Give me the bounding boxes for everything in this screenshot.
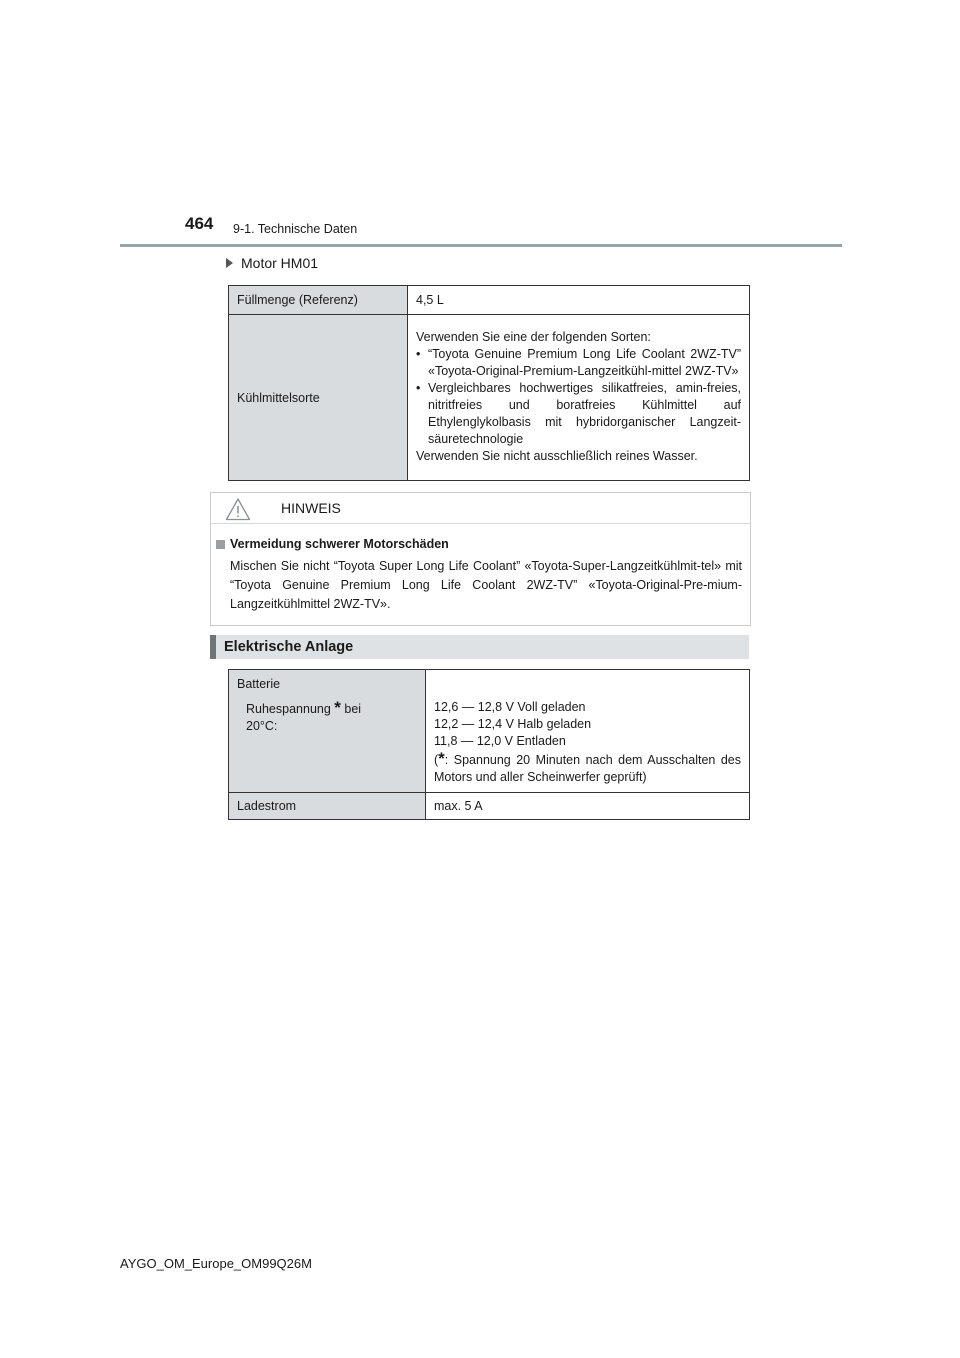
rest-voltage-label bbox=[237, 699, 417, 735]
notice-body: Mischen Sie nicht “Toyota Super Long Life Coolant” «Toyota-Super-Langzeitkühlmit-tel» mit “Toyota Genuine Premium Long Life Coolant 2WZ-TV” «Toyota-Original-Pre-mium-Langzeitkühlmittel 2WZ-TV». bbox=[230, 559, 742, 611]
section-marker bbox=[210, 635, 216, 659]
rest-voltage-text-b: bei bbox=[340, 702, 362, 716]
charge-current-key: Ladestrom bbox=[229, 793, 426, 820]
engine-subheading bbox=[226, 255, 318, 271]
engine-subheading-text: Motor HM01 bbox=[241, 255, 319, 271]
capacity-value: 4,5 L bbox=[408, 286, 750, 315]
notice-label: HINWEIS bbox=[281, 500, 341, 516]
coolant-type-value bbox=[408, 315, 750, 481]
notice-header bbox=[211, 493, 750, 524]
warning-triangle-icon bbox=[225, 497, 251, 521]
bullet-dot-icon: • bbox=[416, 346, 421, 361]
section-title: 9-1. Technische Daten bbox=[233, 222, 358, 236]
header-rule bbox=[120, 244, 842, 247]
capacity-key: Füllmenge (Referenz) bbox=[229, 286, 408, 315]
document-footer: AYGO_OM_Europe_OM99Q26M bbox=[120, 1256, 312, 1271]
section-heading-bar bbox=[210, 635, 749, 659]
table-row bbox=[229, 315, 750, 481]
square-bullet-icon bbox=[216, 540, 225, 549]
notice-box bbox=[210, 492, 751, 626]
section-heading-text: Elektrische Anlage bbox=[224, 639, 354, 655]
table-row bbox=[229, 793, 750, 820]
asterisk-footnote-mark: * bbox=[438, 749, 445, 768]
voltage-line: 12,2 — 12,4 V Halb geladen bbox=[434, 717, 592, 731]
triangle-bullet-icon bbox=[226, 258, 233, 268]
coolant-outro: Verwenden Sie nicht ausschließlich reines Wasser. bbox=[416, 448, 698, 463]
battery-key bbox=[229, 670, 426, 793]
charge-current-value: max. 5 A bbox=[426, 793, 750, 820]
page-number: 464 bbox=[185, 214, 214, 233]
coolant-table bbox=[228, 285, 750, 481]
coolant-type-key: Kühlmittelsorte bbox=[229, 315, 408, 481]
battery-label: Batterie bbox=[237, 677, 281, 691]
list-item bbox=[416, 346, 741, 380]
asterisk-footnote-mark: * bbox=[334, 698, 341, 717]
voltage-line: 11,8 — 12,0 V Entladen bbox=[434, 734, 566, 748]
table-row bbox=[229, 670, 750, 793]
rest-voltage-text: Ruhespannung bbox=[246, 702, 331, 716]
coolant-intro: Verwenden Sie eine der folgenden Sorten: bbox=[416, 329, 651, 344]
voltage-line: 12,6 — 12,8 V Voll geladen bbox=[434, 700, 586, 714]
table-row bbox=[229, 286, 750, 315]
list-item bbox=[416, 380, 741, 448]
voltage-footnote bbox=[434, 750, 741, 786]
bullet-dot-icon: • bbox=[416, 380, 421, 395]
footnote-paren: ( bbox=[434, 753, 439, 767]
electrical-table bbox=[228, 669, 750, 820]
rest-voltage-temp: 20°C: bbox=[246, 719, 278, 733]
footnote-text: : Spannung 20 Minuten nach dem Ausschalten des Motors und aller Scheinwerfer geprüft) bbox=[434, 753, 741, 784]
coolant-bullet-1: “Toyota Genuine Premium Long Life Coolant 2WZ-TV” «Toyota-Original-Premium-Langzeitkühl-mittel 2WZ-TV» bbox=[428, 346, 741, 378]
coolant-bullet-2: Vergleichbares hochwertiges silikatfreies, amin-freies, nitritfreies und boratfreies Kühlmittel auf Ethylenglykolbasis mit hybridorganischer Langzeit-säuretechnologie bbox=[428, 380, 741, 446]
notice-title-text: Vermeidung schwerer Motorschäden bbox=[230, 537, 449, 551]
notice-title bbox=[216, 537, 449, 551]
battery-value bbox=[426, 670, 750, 793]
